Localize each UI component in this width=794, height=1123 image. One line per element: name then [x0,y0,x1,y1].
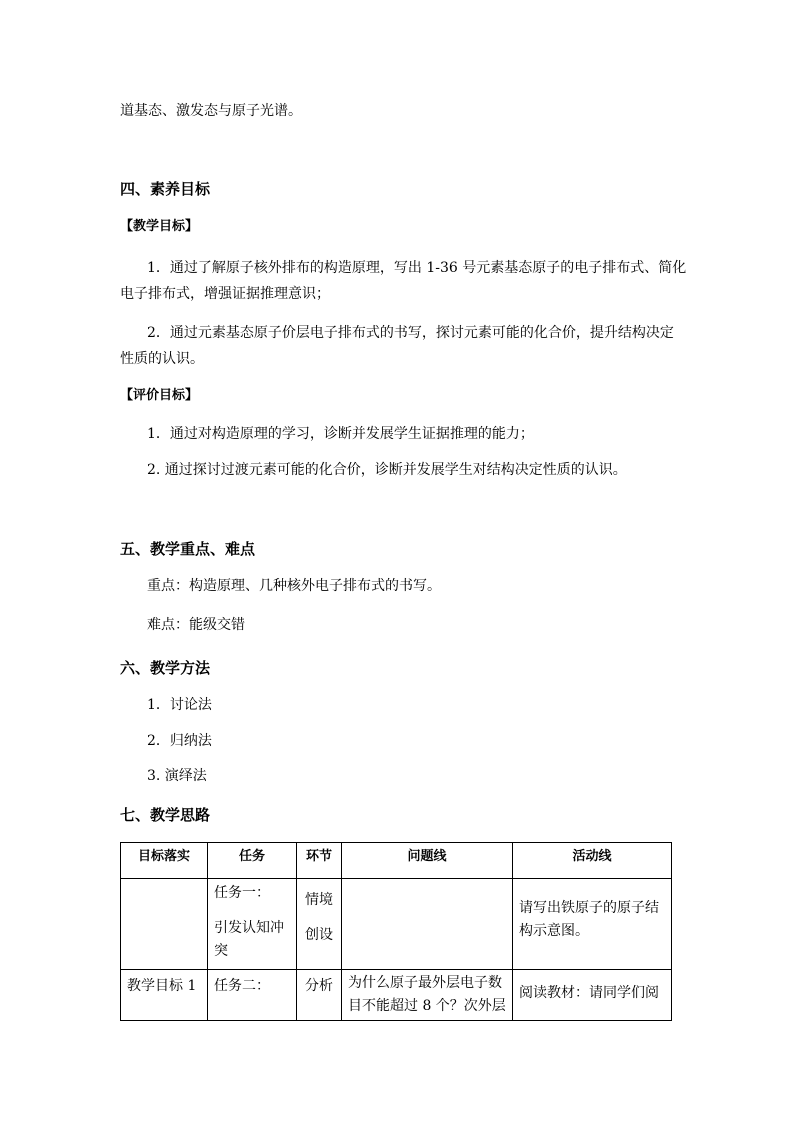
header-goal: 目标落实 [121,843,208,879]
section-5-heading: 五、教学重点、难点 [120,540,256,558]
method-2: 2．归纳法 [147,733,212,749]
intro-tail-text: 道基态、激发态与原子光谱。 [120,103,302,119]
teaching-goal-1-line1: 1．通过了解原子核外排布的构造原理，写出 1-36 号元素基态原子的电子排布式、简化 [147,260,687,276]
teaching-plan-table [120,842,672,1021]
evaluation-goals-label: 【评价目标】 [120,388,199,403]
row1-task-line1: 任务一： [214,885,270,901]
row1-question-cell [342,879,513,970]
header-task: 任务 [208,843,297,879]
row1-activity-cell [513,879,672,970]
row1-activity-line1: 请写出铁原子的原子结 [519,900,659,916]
row2-activity-cell: 阅读教材：请同学们阅 [513,970,672,1021]
header-stage: 环节 [297,843,342,879]
header-question: 问题线 [342,843,513,879]
row1-activity-line2: 构示意图。 [519,923,589,939]
evaluation-goal-2: 2. 通过探讨过渡元素可能的化合价，诊断并发展学生对结构决定性质的认识。 [147,462,627,478]
row1-stage-line2: 创设 [305,927,333,943]
row2-question-line1: 为什么原子最外层电子数 [348,975,502,991]
section-6-heading: 六、教学方法 [120,659,211,677]
row1-task-line3: 突 [214,943,228,959]
method-1: 1．讨论法 [147,697,212,713]
header-activity: 活动线 [513,843,672,879]
row2-goal-cell: 教学目标 1 [121,970,208,1021]
section-7-heading: 七、教学思路 [120,806,211,824]
row2-question-cell [342,970,513,1021]
row1-task-line2: 引发认知冲 [214,920,284,936]
teaching-goals-label: 【教学目标】 [120,219,199,234]
teaching-goal-1-line2: 电子排布式，增强证据推理意识； [120,286,330,302]
method-3: 3. 演绎法 [147,768,207,784]
row1-stage-line1: 情境 [305,892,333,908]
teaching-goal-2-line2: 性质的认识。 [120,351,204,367]
difficulty-text: 难点：能级交错 [147,617,245,633]
table-header-row [121,843,672,879]
section-4-heading: 四、素养目标 [120,180,211,198]
row2-stage-cell: 分析 [297,970,342,1021]
table-row [121,970,672,1021]
row1-stage-cell [297,879,342,970]
row1-goal-cell [121,879,208,970]
evaluation-goal-1: 1．通过对构造原理的学习，诊断并发展学生证据推理的能力； [147,426,534,442]
row1-task-cell [208,879,297,970]
row2-task-cell: 任务二： [208,970,297,1021]
table-row [121,879,672,970]
teaching-goal-2-line1: 2．通过元素基态原子价层电子排布式的书写，探讨元素可能的化合价，提升结构决定 [147,325,674,341]
key-point-text: 重点：构造原理、几种核外电子排布式的书写。 [147,578,441,594]
row2-question-line2: 目不能超过 8 个？次外层 [348,998,506,1014]
